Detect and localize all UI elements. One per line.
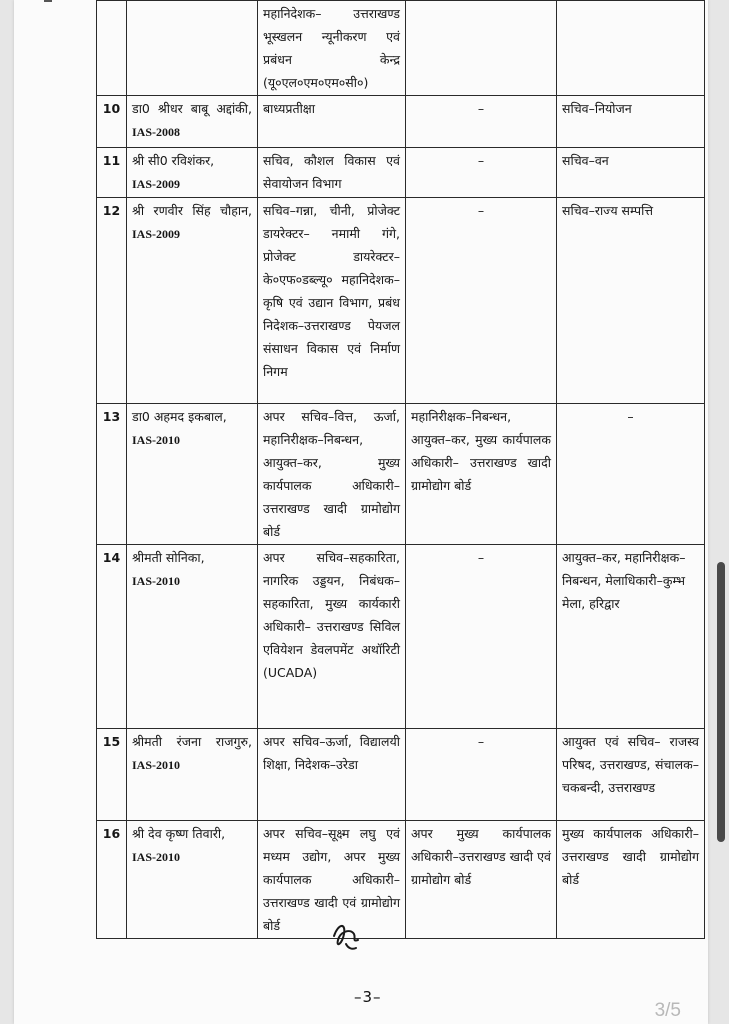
table-row <box>97 148 705 198</box>
current-post: अपर सचिव–सूक्ष्म लघु एवं मध्यम उद्योग, अपर मुख्य कार्यपालक अधिकारी–उत्तराखण्ड खादी एवं ग्रामोद्योग बोर्ड <box>258 821 406 939</box>
scrollbar[interactable] <box>715 0 729 1024</box>
current-post: अपर सचिव–ऊर्जा, विद्यालयी शिक्षा, निदेशक–उरेडा <box>258 729 406 821</box>
officer-name-cell <box>127 198 258 404</box>
officer-name-cell <box>127 729 258 821</box>
signature-initial <box>328 914 368 954</box>
current-post: सचिव, कौशल विकास एवं सेवायोजन विभाग <box>258 148 406 198</box>
ias-batch: IAS-2009 <box>132 227 181 241</box>
officer-name: डा0 श्रीधर बाबू अद्दांकी, <box>132 101 252 116</box>
posts-removed: – <box>406 148 557 198</box>
current-post: अपर सचिव–सहकारिता, नागरिक उड्डयन, निबंधक–सहकारिता, मुख्य कार्यकारी अधिकारी– उत्तराखण्ड सिविल एवियेशन डेवलपमेंट अथॉरिटी (UCADA) <box>258 545 406 729</box>
current-post: महानिदेशक– उत्तराखण्ड भूस्खलन न्यूनीकरण एवं प्रबंधन केन्द्र (यू०एल०एम०एम०सी०) <box>258 1 406 96</box>
transfer-table <box>96 0 705 939</box>
current-post: बाध्यप्रतीक्षा <box>258 96 406 148</box>
row-number <box>97 1 127 96</box>
ias-batch: IAS-2009 <box>132 177 181 191</box>
new-post: सचिव–नियोजन <box>557 96 705 148</box>
officer-name-cell <box>127 148 258 198</box>
officer-name: श्री देव कृष्ण तिवारी, <box>132 826 226 841</box>
table-row <box>97 729 705 821</box>
table-row <box>97 1 705 96</box>
ias-batch: IAS-2010 <box>132 850 181 864</box>
row-number: 10 <box>97 96 127 148</box>
current-post: सचिव–गन्ना, चीनी, प्रोजेक्ट डायरेक्टर– नमामी गंगे, प्रोजेक्ट डायरेक्टर–के०एफ०डब्ल्यू० महानिदेशक–कृषि एवं उद्यान विभाग, प्रबंध निदेशक–उत्तराखण्ड पेयजल संसाधन विकास एवं निर्माण निगम <box>258 198 406 404</box>
ias-batch: IAS-2008 <box>132 125 181 139</box>
officer-name-cell <box>127 96 258 148</box>
ias-batch: IAS-2010 <box>132 758 181 772</box>
table-row <box>97 96 705 148</box>
officer-name: श्रीमती सोनिका, <box>132 550 205 565</box>
officer-name: श्रीमती रंजना राजगुरु, <box>132 734 252 749</box>
new-post <box>557 1 705 96</box>
posts-removed: – <box>406 96 557 148</box>
table-row <box>97 198 705 404</box>
officer-name-cell <box>127 1 258 96</box>
officer-name-cell <box>127 545 258 729</box>
officer-name-cell <box>127 404 258 545</box>
table-row <box>97 404 705 545</box>
row-number: 13 <box>97 404 127 545</box>
officer-name: श्री रणवीर सिंह चौहान, <box>132 203 252 218</box>
officer-name: डा0 अहमद इकबाल, <box>132 409 227 424</box>
posts-removed: – <box>406 729 557 821</box>
document-page <box>14 0 708 1024</box>
posts-removed: अपर मुख्य कार्यपालक अधिकारी–उत्तराखण्ड खादी एवं ग्रामोद्योग बोर्ड <box>406 821 557 939</box>
new-post: सचिव–राज्य सम्पत्ति <box>557 198 705 404</box>
page-number: –3– <box>354 988 382 1006</box>
posts-removed <box>406 1 557 96</box>
scrollbar-thumb[interactable] <box>717 562 725 842</box>
ias-batch: IAS-2010 <box>132 574 181 588</box>
row-number: 16 <box>97 821 127 939</box>
new-post: आयुक्त एवं सचिव– राजस्व परिषद, उत्तराखण्ड, संचालक– चकबन्दी, उत्तराखण्ड <box>557 729 705 821</box>
posts-removed: – <box>406 198 557 404</box>
new-post: मुख्य कार्यपालक अधिकारी–उत्तराखण्ड खादी ग्रामोद्योग बोर्ड <box>557 821 705 939</box>
posts-removed: महानिरीक्षक–निबन्धन, आयुक्त–कर, मुख्य कार्यपालक अधिकारी– उत्तराखण्ड खादी ग्रामोद्योग बोर्ड <box>406 404 557 545</box>
officer-name: श्री सी0 रविशंकर, <box>132 153 215 168</box>
row-number: 14 <box>97 545 127 729</box>
table-row <box>97 545 705 729</box>
row-number: 15 <box>97 729 127 821</box>
new-post: सचिव–वन <box>557 148 705 198</box>
new-post: – <box>557 404 705 545</box>
ias-batch: IAS-2010 <box>132 433 181 447</box>
row-number: 11 <box>97 148 127 198</box>
new-post: आयुक्त–कर, महानिरीक्षक–निबन्धन, मेलाधिकारी–कुम्भ मेला, हरिद्वार <box>557 545 705 729</box>
margin-mark <box>44 0 52 2</box>
viewer-page-indicator: 3/5 <box>654 1000 681 1021</box>
current-post: अपर सचिव–वित्त, ऊर्जा, महानिरीक्षक–निबन्धन, आयुक्त–कर, मुख्य कार्यपालक अधिकारी– उत्तराखण्ड खादी ग्रामोद्योग बोर्ड <box>258 404 406 545</box>
row-number: 12 <box>97 198 127 404</box>
officer-name-cell <box>127 821 258 939</box>
table-row <box>97 821 705 939</box>
posts-removed: – <box>406 545 557 729</box>
